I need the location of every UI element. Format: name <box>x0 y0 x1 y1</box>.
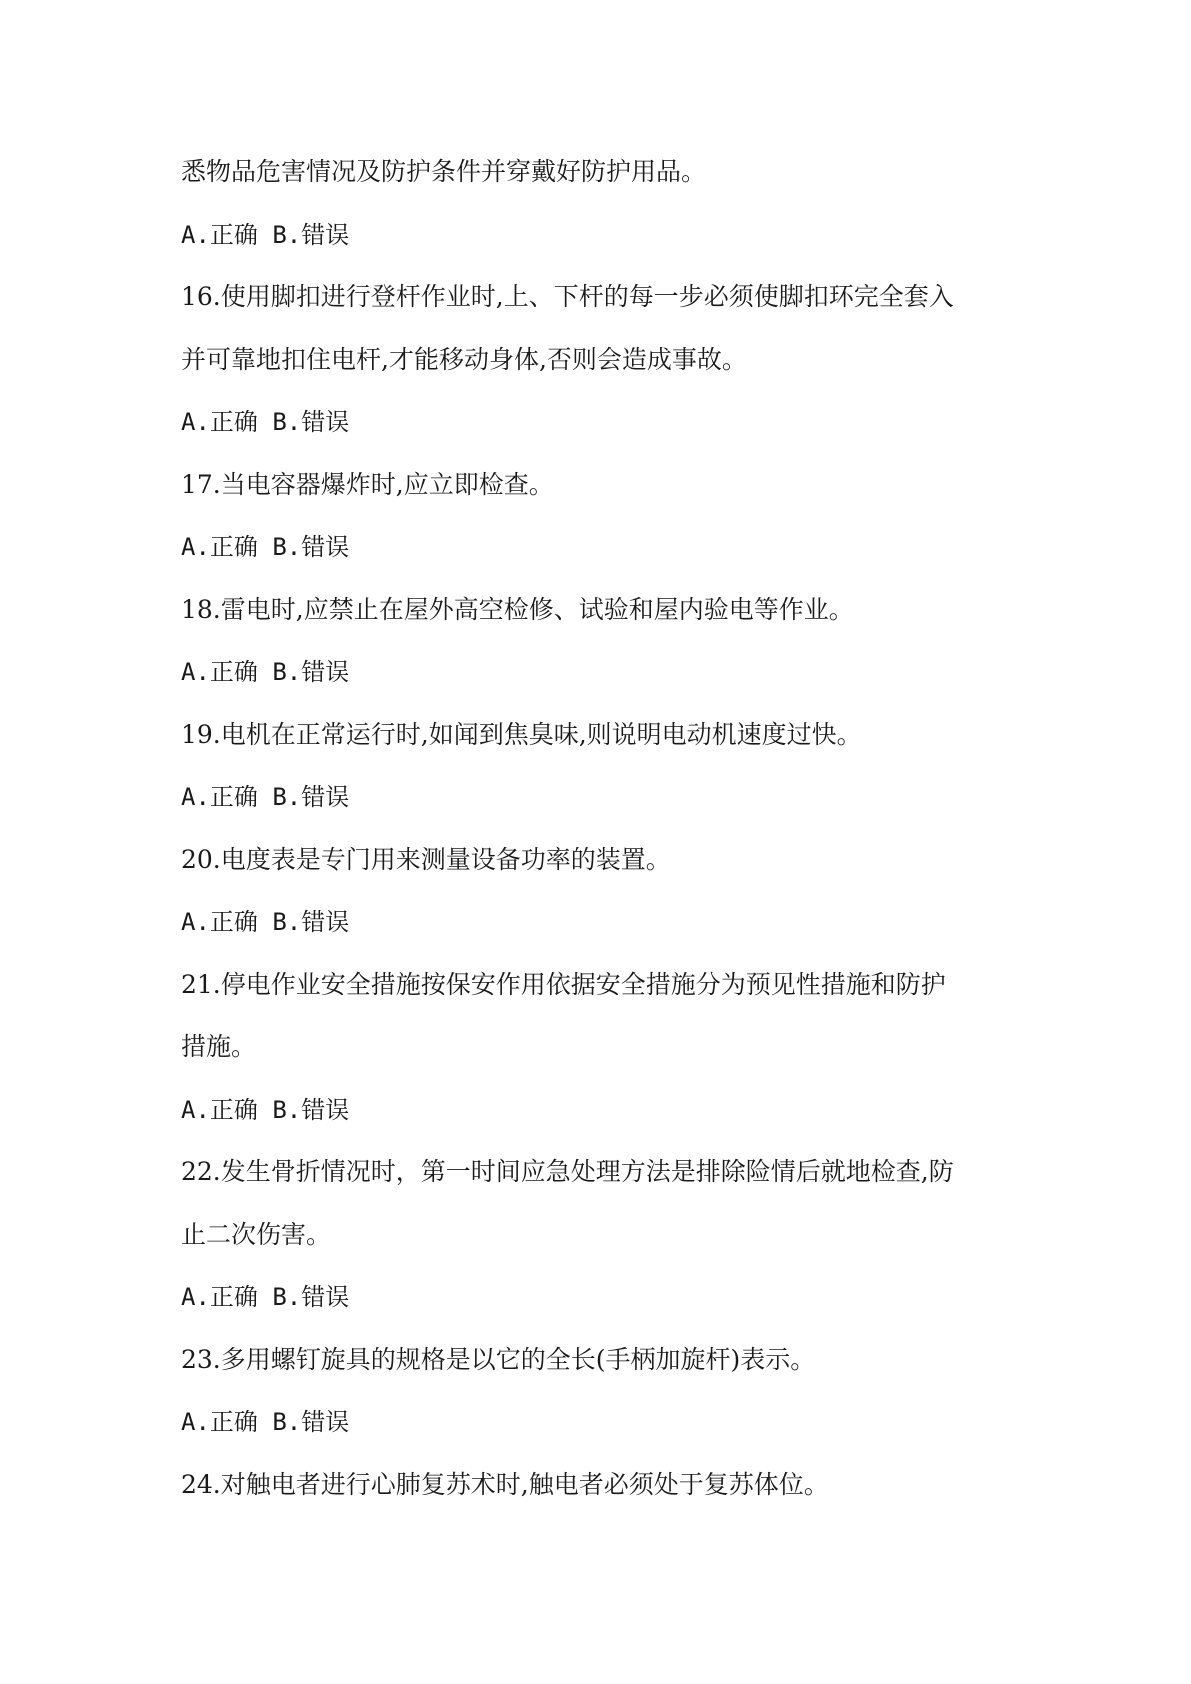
question-list <box>181 148 1011 1523</box>
question-18-options: A.正确 B.错误 <box>181 658 350 686</box>
question-23-options: A.正确 B.错误 <box>181 1408 350 1436</box>
question-17-options: A.正确 B.错误 <box>181 533 350 561</box>
question-16-options: A.正确 B.错误 <box>181 408 350 436</box>
question-20-options: A.正确 B.错误 <box>181 908 350 936</box>
question-20-line-1: 20.电度表是专门用来测量设备功率的装置。 <box>181 844 671 874</box>
question-22-line-2: 止二次伤害。 <box>181 1219 332 1249</box>
question-24-line-1: 24.对触电者进行心肺复苏术时,触电者必须处于复苏体位。 <box>181 1469 829 1499</box>
question-15-options: A.正确 B.错误 <box>181 220 350 249</box>
question-23-line-1: 23.多用螺钉旋具的规格是以它的全长(手柄加旋杆)表示。 <box>181 1344 816 1374</box>
question-15-line-2: 悉物品危害情况及防护条件并穿戴好防护用品。 <box>181 157 707 186</box>
question-21-line-2: 措施。 <box>181 1032 257 1061</box>
question-22-options: A.正确 B.错误 <box>181 1283 350 1311</box>
question-21-options: A.正确 B.错误 <box>181 1095 350 1124</box>
question-19-options: A.正确 B.错误 <box>181 783 350 811</box>
question-19-line-1: 19.电机在正常运行时,如闻到焦臭味,则说明电动机速度过快。 <box>181 719 862 749</box>
question-17-line-1: 17.当电容器爆炸时,应立即检查。 <box>181 469 554 499</box>
question-16-line-1: 16.使用脚扣进行登杆作业时,上、下杆的每一步必须使脚扣环完全套入 <box>181 282 954 311</box>
question-18-line-1: 18.雷电时,应禁止在屋外高空检修、试验和屋内验电等作业。 <box>181 594 854 624</box>
question-21-line-1: 21.停电作业安全措施按保安作用依据安全措施分为预见性措施和防护 <box>181 969 946 999</box>
question-16-line-2: 并可靠地扣住电杆,才能移动身体,否则会造成事故。 <box>181 344 747 374</box>
question-22-line-1: 22.发生骨折情况时，第一时间应急处理方法是排除险情后就地检查,防 <box>181 1157 954 1186</box>
